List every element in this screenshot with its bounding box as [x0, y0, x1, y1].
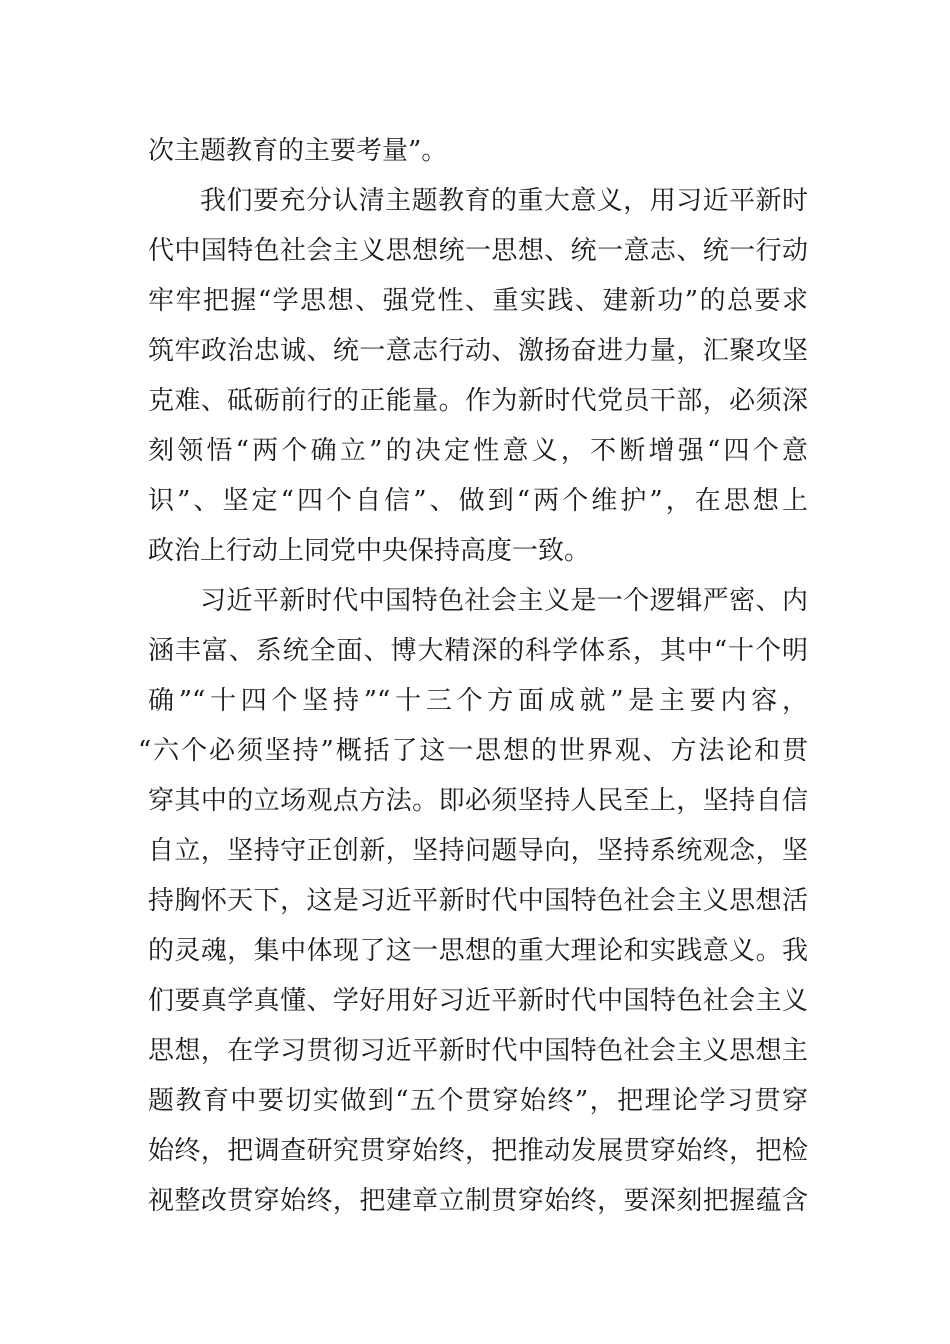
- text-line: 刻领悟“两个确立”的决定性意义，不断增强“四个意: [148, 436, 808, 466]
- text-line: 我们要充分认清主题教育的重大意义，用习近平新时: [200, 186, 808, 216]
- text-line: “六个必须坚持”概括了这一思想的世界观、方法论和贯: [138, 736, 808, 766]
- text-line: 们要真学真懂、学好用好习近平新时代中国特色社会主义: [148, 986, 808, 1016]
- text-line: 识”、坚定“四个自信”、做到“两个维护”，在思想上: [148, 486, 808, 516]
- text-line: 确”“十四个坚持”“十三个方面成就”是主要内容，: [148, 686, 808, 716]
- text-line: 习近平新时代中国特色社会主义是一个逻辑严密、内: [200, 586, 808, 616]
- text-line: 次主题教育的主要考量”。: [148, 136, 448, 166]
- text-line: 的灵魂，集中体现了这一思想的重大理论和实践意义。我: [148, 936, 808, 966]
- text-line: 视整改贯穿始终，把建章立制贯穿始终，要深刻把握蕴含: [148, 1186, 808, 1216]
- text-line: 思想，在学习贯彻习近平新时代中国特色社会主义思想主: [148, 1036, 808, 1066]
- text-line: 涵丰富、系统全面、博大精深的科学体系，其中“十个明: [148, 636, 808, 666]
- text-line: 始终，把调查研究贯穿始终，把推动发展贯穿始终，把检: [148, 1136, 808, 1166]
- body-text: [138, 126, 808, 1226]
- text-line: 穿其中的立场观点方法。即必须坚持人民至上，坚持自信: [148, 786, 808, 816]
- text-line: 政治上行动上同党中央保持高度一致。: [148, 536, 591, 566]
- text-line: 代中国特色社会主义思想统一思想、统一意志、统一行动: [148, 236, 808, 266]
- text-line: 自立，坚持守正创新，坚持问题导向，坚持系统观念，坚: [148, 836, 808, 866]
- text-line: 题教育中要切实做到“五个贯穿始终”，把理论学习贯穿: [148, 1086, 808, 1116]
- text-line: 持胸怀天下，这是习近平新时代中国特色社会主义思想活: [148, 886, 808, 916]
- text-line: 牢牢把握“学思想、强党性、重实践、建新功”的总要求: [148, 286, 808, 316]
- text-line: 克难、砥砺前行的正能量。作为新时代党员干部，必须深: [148, 386, 808, 416]
- text-line: 筑牢政治忠诚、统一意志行动、激扬奋进力量，汇聚攻坚: [148, 336, 808, 366]
